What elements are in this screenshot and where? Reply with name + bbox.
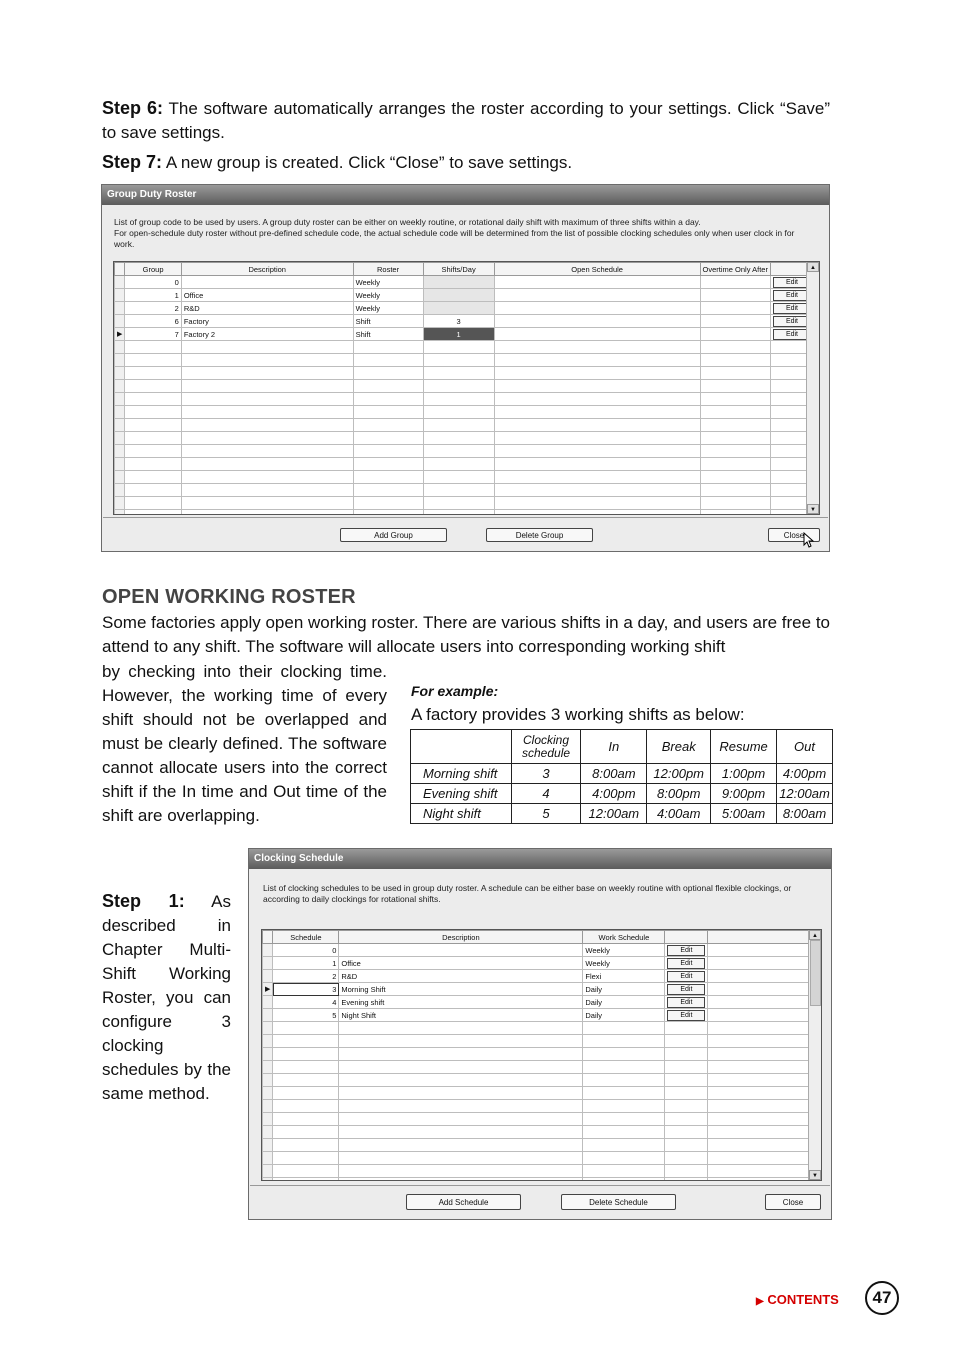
description-line-2: For open-schedule duty roster without pre-defined schedule code, the actual schedule code will be determined from the list of possible clocking schedules only when user clock in for work.: [114, 228, 795, 249]
table-row: Night shift 5 12:00am 4:00am 5:00am 8:00am: [411, 804, 833, 824]
header-out: Out: [777, 730, 833, 764]
scroll-up-icon[interactable]: ▲: [807, 262, 819, 272]
cell-schedule[interactable]: 2: [273, 970, 339, 983]
cell-group[interactable]: 2: [125, 302, 181, 315]
edit-button[interactable]: Edit: [667, 971, 705, 982]
cell-shifts[interactable]: [423, 289, 494, 302]
window-description: [114, 217, 814, 250]
header-break: Break: [647, 730, 711, 764]
section-heading: OPEN WORKING ROSTER: [102, 586, 356, 608]
col-open-schedule[interactable]: Open Schedule: [494, 263, 700, 276]
table-header: [411, 730, 833, 764]
cell-schedule[interactable]: 1: [273, 957, 339, 970]
group-table: [114, 262, 819, 515]
window-title: Clocking Schedule: [249, 849, 831, 869]
window-title: Group Duty Roster: [102, 185, 829, 205]
section-paragraph-continued: by checking into their clocking time. However, the working time of every shift should not be overlapped and must be clearly defined. The software cannot allocate users into the correct shift if the In time and Out time of the shift are overlapping.: [102, 662, 387, 825]
scroll-down-icon[interactable]: ▼: [807, 504, 819, 514]
cell-work-schedule[interactable]: Daily: [583, 1009, 665, 1022]
table-header: [263, 931, 814, 944]
cell-work-schedule[interactable]: Weekly: [583, 944, 665, 957]
button-bar: [250, 1185, 830, 1218]
scroll-up-icon[interactable]: ▲: [809, 930, 821, 940]
edit-button[interactable]: Edit: [773, 290, 811, 301]
button-bar: [103, 517, 828, 550]
col-description[interactable]: Description: [181, 263, 353, 276]
cell-shifts[interactable]: 3: [423, 315, 494, 328]
window-description: List of clocking schedules to be used in group duty roster. A schedule can be either base on weekly routine with optional flexible clockings, or according to daily clockings for rotational shifts.: [263, 883, 792, 904]
cell-roster[interactable]: Weekly: [353, 289, 423, 302]
table-row: Evening shift 4 4:00pm 8:00pm 9:00pm 12:00am: [411, 784, 833, 804]
step7-label: Step 7:: [102, 152, 163, 172]
table-row-selected[interactable]: [115, 328, 819, 341]
cell-description[interactable]: [181, 276, 353, 289]
table-row[interactable]: [115, 289, 819, 302]
step7-paragraph: [102, 150, 830, 175]
cell-description[interactable]: [339, 944, 583, 957]
cell-schedule[interactable]: 3: [273, 983, 339, 996]
contents-link[interactable]: [756, 1292, 839, 1307]
col-shifts-day[interactable]: Shifts/Day: [423, 263, 494, 276]
cell-description[interactable]: R&D: [181, 302, 353, 315]
page-number: 47: [865, 1281, 899, 1315]
step6-label: Step 6:: [102, 98, 164, 118]
header-resume: Resume: [711, 730, 777, 764]
cell-description[interactable]: Factory 2: [181, 328, 353, 341]
group-duty-roster-window: [101, 184, 830, 552]
table-row[interactable]: [263, 944, 814, 957]
table-row[interactable]: [263, 970, 814, 983]
scroll-thumb[interactable]: [810, 940, 821, 1006]
schedule-grid[interactable]: [261, 929, 822, 1181]
cell-description[interactable]: Night Shift: [339, 1009, 583, 1022]
cell-group[interactable]: 6: [125, 315, 181, 328]
cell-description[interactable]: Factory: [181, 315, 353, 328]
col-schedule[interactable]: Schedule: [273, 931, 339, 944]
row-pointer-icon: ▶: [115, 328, 125, 341]
step1-text: As described in Chapter Multi-Shift Working Roster, you can configure 3 clocking schedules by the same method.: [102, 892, 231, 1103]
edit-button[interactable]: Edit: [773, 316, 811, 327]
edit-button[interactable]: Edit: [667, 1010, 705, 1021]
step1-paragraph: [102, 889, 231, 1106]
table-row[interactable]: [263, 957, 814, 970]
example-shift-table: [410, 729, 833, 824]
col-roster[interactable]: Roster: [353, 263, 423, 276]
cell-description[interactable]: R&D: [339, 970, 583, 983]
section-paragraph: Some factories apply open working roster. There are various shifts in a day, and users are free to attend to any shift. The software will allocate users into corresponding working shift: [102, 613, 830, 656]
mouse-cursor-icon: [803, 532, 815, 548]
arrow-right-icon: ▶: [756, 1296, 764, 1307]
cell-schedule[interactable]: 0: [273, 944, 339, 957]
cell-roster[interactable]: Weekly: [353, 302, 423, 315]
table-row[interactable]: [263, 1009, 814, 1022]
edit-button[interactable]: Edit: [773, 277, 811, 288]
header-in: In: [581, 730, 647, 764]
clocking-schedule-window: [248, 848, 832, 1220]
step1-label: Step 1:: [102, 891, 185, 911]
cell-work-schedule[interactable]: Weekly: [583, 957, 665, 970]
cell-roster[interactable]: Weekly: [353, 276, 423, 289]
cell-work-schedule[interactable]: Daily: [583, 996, 665, 1009]
cell-group[interactable]: 1: [125, 289, 181, 302]
example-intro: A factory provides 3 working shifts as below:: [411, 705, 745, 724]
cell-group[interactable]: 7: [125, 328, 181, 341]
vertical-scrollbar[interactable]: [806, 262, 819, 514]
table-header: [115, 263, 819, 276]
close-button[interactable]: Close: [765, 1194, 821, 1210]
contents-label: CONTENTS: [767, 1292, 839, 1307]
step7-text: A new group is created. Click “Close” to save settings.: [165, 153, 573, 172]
cell-shifts[interactable]: [423, 302, 494, 315]
edit-button[interactable]: Edit: [667, 997, 705, 1008]
delete-group-button[interactable]: Delete Group: [486, 528, 593, 542]
cell-schedule[interactable]: 4: [273, 996, 339, 1009]
vertical-scrollbar[interactable]: [808, 930, 821, 1180]
cell-schedule[interactable]: 5: [273, 1009, 339, 1022]
cell-work-schedule[interactable]: Flexi: [583, 970, 665, 983]
cell-description[interactable]: Office: [339, 957, 583, 970]
table-row[interactable]: [115, 276, 819, 289]
col-work-schedule[interactable]: Work Schedule: [583, 931, 665, 944]
group-grid[interactable]: [113, 261, 820, 515]
edit-button[interactable]: Edit: [773, 329, 811, 340]
table-row[interactable]: [115, 302, 819, 315]
schedule-table: [262, 930, 814, 1181]
cell-roster[interactable]: Shift: [353, 315, 423, 328]
edit-button[interactable]: Edit: [667, 958, 705, 969]
cell-shifts[interactable]: [423, 276, 494, 289]
table-row-selected[interactable]: [263, 983, 814, 996]
example-label: For example:: [411, 683, 499, 699]
row-pointer-icon: ▶: [263, 983, 273, 996]
cell-roster[interactable]: Shift: [353, 328, 423, 341]
table-row: Morning shift 3 8:00am 12:00pm 1:00pm 4:00pm: [411, 764, 833, 784]
cell-description[interactable]: Office: [181, 289, 353, 302]
step6-text: The software automatically arranges the roster according to your settings. Click “Save” to save settings.: [102, 99, 831, 142]
table-row[interactable]: [263, 996, 814, 1009]
scroll-down-icon[interactable]: ▼: [809, 1170, 821, 1180]
edit-button[interactable]: Edit: [667, 945, 705, 956]
col-description[interactable]: Description: [339, 931, 583, 944]
cell-shifts[interactable]: 1: [423, 328, 494, 341]
close-button[interactable]: Close: [768, 528, 820, 542]
header-clocking-schedule: Clocking schedule: [511, 730, 581, 764]
add-group-button[interactable]: Add Group: [340, 528, 447, 542]
cell-work-schedule[interactable]: Daily: [583, 983, 665, 996]
cell-group[interactable]: 0: [125, 276, 181, 289]
cell-description[interactable]: Morning Shift: [339, 983, 583, 996]
col-group[interactable]: Group: [125, 263, 181, 276]
col-overtime-only-after[interactable]: Overtime Only After: [700, 263, 770, 276]
description-line-1: List of group code to be used by users. A group duty roster can be either on weekly routine, or rotational daily shift with maximum of three shifts within a day.: [114, 217, 701, 227]
edit-button[interactable]: Edit: [773, 303, 811, 314]
table-row[interactable]: [115, 315, 819, 328]
edit-button[interactable]: Edit: [667, 984, 705, 995]
cell-description[interactable]: Evening shift: [339, 996, 583, 1009]
step6-paragraph: [102, 96, 830, 145]
add-schedule-button[interactable]: Add Schedule: [406, 1194, 521, 1210]
delete-schedule-button[interactable]: Delete Schedule: [561, 1194, 676, 1210]
